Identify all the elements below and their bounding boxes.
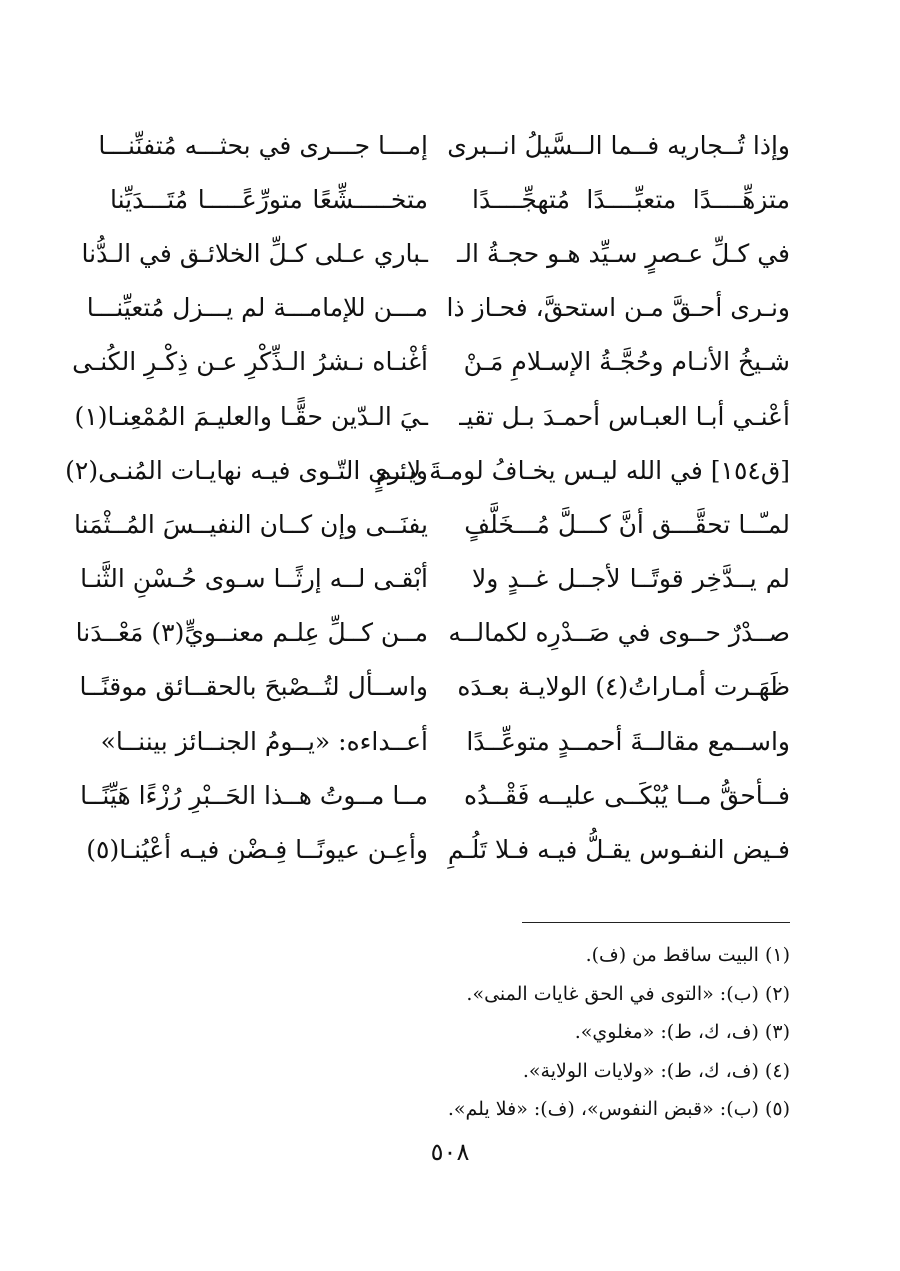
verse (80, 552, 790, 606)
verse-right-hemistich: [ق١٥٤] في الله ليـس يخـافُ لومـةَ لائـمٍ (375, 455, 790, 485)
verse-left-hemistich: واســأل لتُــصْبحَ بالحقــائق موقنًــا (79, 672, 428, 702)
footnote: (٣) (ف، ك، ط): «مغلوي». (574, 1021, 790, 1044)
verse (110, 172, 790, 226)
verse-right-hemistich: شـيخُ الأنـام وحُجَّـةُ الإسـلامِ مَـنْ (463, 347, 790, 377)
verse (74, 497, 790, 551)
verse (98, 118, 790, 172)
verse-right-hemistich: فــأحقُّ مــا يُبْكَــى عليــه فَقْــدُه (463, 780, 790, 810)
verse-left-hemistich: أبْقـى لــه إرثًــا سـوى حُـسْنِ الثَّنـا (80, 564, 428, 594)
verse (81, 226, 790, 280)
verse-left-hemistich: إمـــا جـــرى في بحثـــه مُتفنِّنـــا (98, 130, 428, 160)
verse-left-hemistich: وأعِـن عيونًــا فِـضْن فيـه أعْيُنـا(٥) (86, 835, 428, 865)
verse-right-hemistich: لم يــدَّخِر قوتًــا لأجــل غــدٍ ولا (472, 564, 790, 594)
verse-left-hemistich: ـيَ الـدّين حقًّـا والعليـمَ المُمْعِنـا(١) (74, 401, 428, 431)
verse (65, 443, 790, 497)
footnote: (٢) (ب): «التوى في الحق غايات المنى». (466, 982, 790, 1005)
verse-left-hemistich: يفنَــى وإن كــان النفيــسَ المُــثْمَنا (74, 509, 428, 539)
verse-right-hemistich: ظَهَـرت أمـاراتُ(٤) الولايـة بعـدَه (457, 672, 790, 702)
verse-left-hemistich: مــا مــوتُ هــذا الحَــبْرِ رُزْءًا هَيِّنًــا (80, 780, 428, 810)
footnote-separator (522, 922, 790, 923)
verse-right-hemistich: لمـّــا تحقَّـــق أنَّ كـــلَّ مُـــخَلَّفٍ (464, 509, 790, 539)
verse-left-hemistich: ويـرى التّـوى فيـه نهايـات المُنـى(٢) (65, 455, 428, 485)
verse-right-hemistich: فـيض النفـوس يقـلُّ فيـه فـلا تَلُـمِ (447, 835, 790, 865)
verse-right-hemistich: في كـلِّ عـصرٍ سـيِّد هـو حجـةُ الـ (457, 238, 790, 268)
verse-right-hemistich: أعْنـي أبـا العبـاس أحمـدَ بـل تقيـ (459, 401, 790, 431)
verse-left-hemistich: مــن كــلِّ عِلـم معنــويٍّ(٣) مَعْــدَنا (75, 618, 428, 648)
verse-left-hemistich: أعــداءه: «يــومُ الجنــائز بيننــا» (100, 726, 428, 756)
verse-right-hemistich: وإذا تُــجاريه فــما الــسَّيلُ انــبرى (447, 130, 790, 160)
verse (86, 822, 790, 876)
verse-right-hemistich: متزهِّــــدًا متعبِّــــدًا مُتهجِّــــدًا (472, 184, 790, 214)
verse-right-hemistich: واســمع مقالــةَ أحمــدٍ متوعِّــدًا (466, 726, 790, 756)
verse-left-hemistich: متخـــــشِّعًا متورِّعًـــــا مُتَـــدَيِّنا (110, 184, 428, 214)
verse-left-hemistich: أغْنـاه نـشرُ الـذِّكْرِ عـن ذِكْـرِ الكُنـى (72, 347, 428, 377)
verse-left-hemistich: مـــن للإمامـــة لم يـــزل مُتعيِّنـــا (86, 293, 428, 323)
footnote: (٤) (ف، ك، ط): «ولايات الولاية». (522, 1059, 790, 1082)
page-number: ٥٠٨ (430, 1138, 470, 1166)
verse-right-hemistich: صــدْرٌ حــوى في صَــدْرِه لكمالــه (448, 618, 790, 648)
poem-body (65, 118, 790, 877)
verse-right-hemistich: ونـرى أحـقَّ مـن استحقَّ، فحـاز ذا (446, 293, 790, 323)
footnote: (١) البيت ساقط من (ف). (585, 944, 790, 967)
verse (80, 768, 790, 822)
footnote: (٥) (ب): «قبض النفوس»، (ف): «فلا يلم». (447, 1098, 790, 1121)
verse (79, 660, 790, 714)
verse (72, 335, 790, 389)
verse (86, 281, 790, 335)
verse (74, 389, 790, 443)
verse-left-hemistich: ـباري عـلى كـلِّ الخلائـق في الـدُّنا (81, 238, 428, 268)
footnotes (110, 936, 790, 1129)
verse (100, 714, 790, 768)
verse (75, 606, 790, 660)
